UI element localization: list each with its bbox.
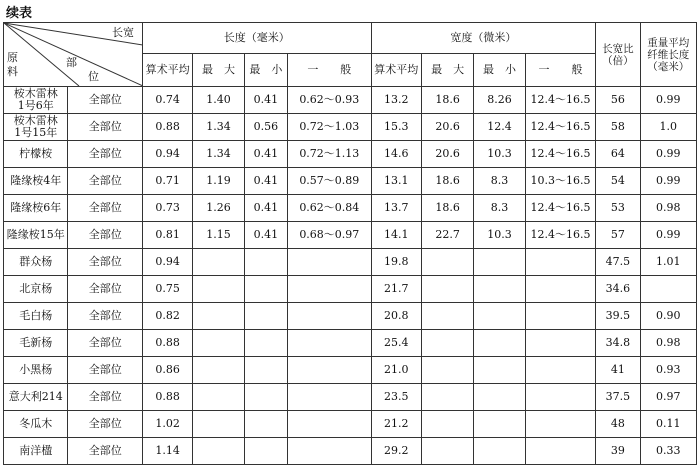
- cell-w-gen: 12.4～16.5: [525, 222, 596, 249]
- cell-weight: 0.99: [640, 168, 696, 195]
- cell-name: 意大利214: [4, 384, 68, 411]
- cell-weight: 0.98: [640, 330, 696, 357]
- cell-l-gen: 0.68～0.97: [288, 222, 372, 249]
- cell-l-avg: 1.14: [142, 438, 192, 465]
- cell-l-max: 1.15: [193, 222, 244, 249]
- cell-w-min: [474, 276, 525, 303]
- cell-w-avg: 21.0: [371, 357, 421, 384]
- corner-label-length-width: 长宽: [111, 26, 134, 39]
- table-row: [4, 384, 697, 411]
- cell-ratio: 64: [596, 141, 640, 168]
- cell-w-avg: 14.6: [371, 141, 421, 168]
- cell-w-gen: [525, 357, 596, 384]
- sub-header-length-avg: 算术平均: [142, 54, 192, 87]
- cell-w-max: [421, 384, 473, 411]
- cell-w-gen: [525, 411, 596, 438]
- cell-l-min: 0.41: [244, 87, 287, 114]
- cell-l-gen: 0.72～1.13: [288, 141, 372, 168]
- cell-ratio: 41: [596, 357, 640, 384]
- sub-header-width-general: 一 般: [525, 54, 596, 87]
- cell-l-max: [193, 357, 244, 384]
- cell-name: 冬瓜木: [4, 411, 68, 438]
- cell-w-min: [474, 438, 525, 465]
- cell-w-avg: 29.2: [371, 438, 421, 465]
- table-row: [4, 114, 697, 141]
- corner-label-part-top: 部: [66, 56, 77, 69]
- cell-ratio: 34.6: [596, 276, 640, 303]
- cell-l-min: [244, 438, 287, 465]
- cell-l-max: 1.26: [193, 195, 244, 222]
- cell-w-min: 12.4: [474, 114, 525, 141]
- cell-w-min: [474, 249, 525, 276]
- cell-name: 北京杨: [4, 276, 68, 303]
- cell-name: 隆缘桉15年: [4, 222, 68, 249]
- cell-ratio: 47.5: [596, 249, 640, 276]
- cell-part: 全部位: [68, 357, 143, 384]
- cell-l-avg: 0.88: [142, 330, 192, 357]
- cell-w-max: [421, 411, 473, 438]
- table-row: [4, 411, 697, 438]
- cell-name: 小黑杨: [4, 357, 68, 384]
- cell-name: 隆缘桉6年: [4, 195, 68, 222]
- cell-w-min: [474, 384, 525, 411]
- cell-l-max: 1.34: [193, 141, 244, 168]
- cell-w-max: 22.7: [421, 222, 473, 249]
- cell-l-gen: [288, 249, 372, 276]
- cell-w-avg: 15.3: [371, 114, 421, 141]
- corner-label-part-bottom: 位: [88, 70, 99, 83]
- cell-l-avg: 0.94: [142, 141, 192, 168]
- cell-l-max: [193, 330, 244, 357]
- cell-w-avg: 21.7: [371, 276, 421, 303]
- cell-l-max: 1.19: [193, 168, 244, 195]
- cell-w-gen: 12.4～16.5: [525, 87, 596, 114]
- cell-l-avg: 0.88: [142, 384, 192, 411]
- cell-part: 全部位: [68, 222, 143, 249]
- cell-w-max: [421, 249, 473, 276]
- cell-part: 全部位: [68, 114, 143, 141]
- cell-w-max: 20.6: [421, 114, 473, 141]
- cell-l-avg: 0.81: [142, 222, 192, 249]
- cell-part: 全部位: [68, 141, 143, 168]
- cell-ratio: 53: [596, 195, 640, 222]
- cell-weight: 1.01: [640, 249, 696, 276]
- cell-ratio: 56: [596, 87, 640, 114]
- cell-w-max: [421, 357, 473, 384]
- cell-weight: 0.93: [640, 357, 696, 384]
- cell-part: 全部位: [68, 330, 143, 357]
- cell-l-max: 1.34: [193, 114, 244, 141]
- cell-w-gen: [525, 303, 596, 330]
- cell-ratio: 37.5: [596, 384, 640, 411]
- table-row: [4, 168, 697, 195]
- cell-l-gen: [288, 438, 372, 465]
- cell-name: 桉木雷林 1号15年: [4, 114, 68, 141]
- cell-l-avg: 0.74: [142, 87, 192, 114]
- cell-name: 毛新杨: [4, 330, 68, 357]
- corner-label-material: 原 料: [7, 51, 18, 78]
- cell-l-min: 0.41: [244, 222, 287, 249]
- cell-ratio: 57: [596, 222, 640, 249]
- cell-weight: 0.99: [640, 222, 696, 249]
- cell-l-max: [193, 276, 244, 303]
- cell-w-avg: 23.5: [371, 384, 421, 411]
- cell-ratio: 34.8: [596, 330, 640, 357]
- table-row: [4, 276, 697, 303]
- cell-l-gen: [288, 330, 372, 357]
- cell-part: 全部位: [68, 384, 143, 411]
- table-caption: 续表: [6, 6, 33, 21]
- cell-weight: 0.90: [640, 303, 696, 330]
- cell-l-min: [244, 357, 287, 384]
- cell-w-gen: [525, 438, 596, 465]
- width-group-header: 宽度（微米）: [371, 23, 596, 54]
- table-row: [4, 87, 697, 114]
- cell-w-gen: 12.4～16.5: [525, 141, 596, 168]
- cell-ratio: 39.5: [596, 303, 640, 330]
- cell-ratio: 39: [596, 438, 640, 465]
- cell-l-gen: [288, 384, 372, 411]
- cell-l-max: 1.40: [193, 87, 244, 114]
- cell-part: 全部位: [68, 303, 143, 330]
- cell-w-avg: 21.2: [371, 411, 421, 438]
- cell-ratio: 58: [596, 114, 640, 141]
- cell-w-max: [421, 303, 473, 330]
- table-body: [4, 87, 697, 465]
- cell-w-avg: 13.1: [371, 168, 421, 195]
- cell-w-avg: 14.1: [371, 222, 421, 249]
- table-row: [4, 249, 697, 276]
- cell-w-min: [474, 303, 525, 330]
- sub-header-width-max: 最 大: [421, 54, 473, 87]
- cell-l-gen: [288, 276, 372, 303]
- cell-w-min: 8.3: [474, 195, 525, 222]
- cell-ratio: 54: [596, 168, 640, 195]
- cell-name: 南洋楹: [4, 438, 68, 465]
- cell-w-avg: 13.7: [371, 195, 421, 222]
- cell-w-max: [421, 276, 473, 303]
- cell-ratio: 48: [596, 411, 640, 438]
- cell-w-gen: [525, 384, 596, 411]
- cell-w-gen: [525, 276, 596, 303]
- cell-name: 柠檬桉: [4, 141, 68, 168]
- cell-l-gen: 0.72～1.03: [288, 114, 372, 141]
- cell-part: 全部位: [68, 168, 143, 195]
- cell-w-max: 18.6: [421, 87, 473, 114]
- cell-w-gen: [525, 330, 596, 357]
- cell-w-min: 10.3: [474, 141, 525, 168]
- cell-l-max: [193, 438, 244, 465]
- sub-header-width-avg: 算术平均: [371, 54, 421, 87]
- cell-name: 群众杨: [4, 249, 68, 276]
- cell-w-avg: 25.4: [371, 330, 421, 357]
- cell-l-avg: 0.88: [142, 114, 192, 141]
- cell-w-avg: 20.8: [371, 303, 421, 330]
- cell-l-min: 0.41: [244, 168, 287, 195]
- cell-weight: 0.11: [640, 411, 696, 438]
- cell-weight: 0.33: [640, 438, 696, 465]
- cell-l-avg: 0.75: [142, 276, 192, 303]
- cell-weight: 0.98: [640, 195, 696, 222]
- cell-part: 全部位: [68, 438, 143, 465]
- cell-l-min: [244, 276, 287, 303]
- cell-l-min: 0.56: [244, 114, 287, 141]
- cell-w-min: [474, 330, 525, 357]
- cell-l-max: [193, 303, 244, 330]
- cell-w-min: [474, 411, 525, 438]
- cell-l-max: [193, 249, 244, 276]
- cell-w-gen: [525, 249, 596, 276]
- cell-weight: 0.97: [640, 384, 696, 411]
- weight-length-header: 重量平均 纤维长度 （毫米）: [640, 23, 696, 87]
- table-row: [4, 303, 697, 330]
- cell-part: 全部位: [68, 276, 143, 303]
- cell-w-avg: 19.8: [371, 249, 421, 276]
- table-row: [4, 222, 697, 249]
- cell-w-max: [421, 438, 473, 465]
- cell-w-gen: 12.4～16.5: [525, 195, 596, 222]
- cell-w-max: 18.6: [421, 195, 473, 222]
- cell-l-min: [244, 330, 287, 357]
- corner-header: [4, 23, 143, 87]
- cell-weight: 0.99: [640, 141, 696, 168]
- cell-part: 全部位: [68, 87, 143, 114]
- cell-l-min: [244, 303, 287, 330]
- cell-w-max: 20.6: [421, 141, 473, 168]
- table-row: [4, 141, 697, 168]
- cell-w-gen: 12.4～16.5: [525, 114, 596, 141]
- cell-part: 全部位: [68, 411, 143, 438]
- cell-l-gen: 0.62～0.93: [288, 87, 372, 114]
- cell-l-gen: [288, 303, 372, 330]
- cell-l-gen: 0.57～0.89: [288, 168, 372, 195]
- cell-name: 隆缘桉4年: [4, 168, 68, 195]
- cell-l-avg: 0.71: [142, 168, 192, 195]
- table-row: [4, 195, 697, 222]
- cell-l-avg: 0.94: [142, 249, 192, 276]
- table-row: [4, 357, 697, 384]
- cell-weight: [640, 276, 696, 303]
- cell-weight: 1.0: [640, 114, 696, 141]
- cell-part: 全部位: [68, 249, 143, 276]
- cell-l-gen: [288, 357, 372, 384]
- cell-part: 全部位: [68, 195, 143, 222]
- table-row: [4, 330, 697, 357]
- cell-weight: 0.99: [640, 87, 696, 114]
- cell-name: 毛白杨: [4, 303, 68, 330]
- cell-l-min: [244, 249, 287, 276]
- length-group-header: 长度（毫米）: [142, 23, 371, 54]
- cell-l-min: 0.41: [244, 141, 287, 168]
- cell-l-avg: 0.73: [142, 195, 192, 222]
- cell-w-min: 8.3: [474, 168, 525, 195]
- cell-l-min: 0.41: [244, 195, 287, 222]
- sub-header-length-general: 一 般: [288, 54, 372, 87]
- sub-header-length-min: 最 小: [244, 54, 287, 87]
- cell-w-min: 8.26: [474, 87, 525, 114]
- cell-w-avg: 13.2: [371, 87, 421, 114]
- cell-l-min: [244, 411, 287, 438]
- cell-w-min: 10.3: [474, 222, 525, 249]
- fiber-dimension-table: [3, 22, 697, 465]
- cell-l-gen: [288, 411, 372, 438]
- cell-w-max: [421, 330, 473, 357]
- cell-l-avg: 0.82: [142, 303, 192, 330]
- cell-name: 桉木雷林 1号6年: [4, 87, 68, 114]
- cell-w-gen: 10.3～16.5: [525, 168, 596, 195]
- ratio-header: 长宽比 （倍）: [596, 23, 640, 87]
- sub-header-width-min: 最 小: [474, 54, 525, 87]
- sub-header-length-max: 最 大: [193, 54, 244, 87]
- cell-l-max: [193, 384, 244, 411]
- cell-w-min: [474, 357, 525, 384]
- cell-w-max: 18.6: [421, 168, 473, 195]
- cell-l-avg: 1.02: [142, 411, 192, 438]
- table-row: [4, 438, 697, 465]
- cell-l-max: [193, 411, 244, 438]
- cell-l-min: [244, 384, 287, 411]
- cell-l-avg: 0.86: [142, 357, 192, 384]
- cell-l-gen: 0.62～0.84: [288, 195, 372, 222]
